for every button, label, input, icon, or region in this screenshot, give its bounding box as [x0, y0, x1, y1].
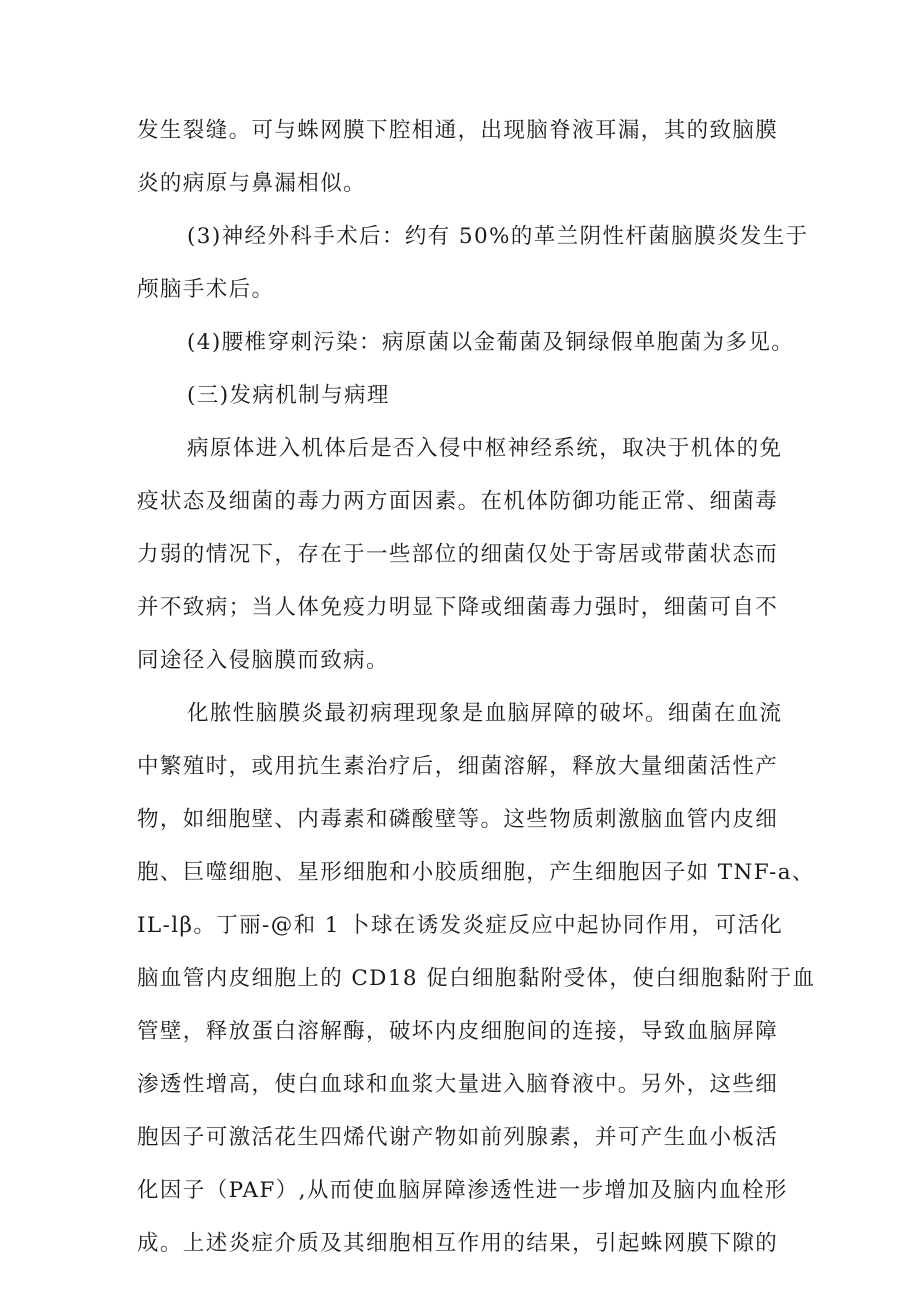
section-heading-pathogenesis	[137, 369, 793, 422]
paragraph-neurosurgery	[137, 210, 809, 316]
text-line: (4)腰椎穿刺污染：病原菌以金葡菌及铜绿假单胞菌为多见。	[187, 330, 795, 355]
paragraph-lumbar-puncture	[137, 316, 793, 369]
text-line: 同途径入侵脑膜而致病。	[137, 648, 389, 673]
paragraph-pathology	[137, 687, 816, 1270]
text-line: 力弱的情况下，存在于一些部位的细菌仅处于寄居或带菌状态而	[137, 542, 779, 567]
text-line: 化因子（PAF）,从而使血脑屏障渗透性进一步增加及脑内血栓形	[137, 1178, 788, 1203]
text-line: IL-lβ。丁丽-@和 1 卜球在诱发炎症反应中起协同作用，可活化	[137, 913, 784, 938]
text-line: 并不致病；当人体免疫力明显下降或细菌毒力强时，细菌可自不	[137, 595, 779, 620]
text-line: 发生裂缝。可与蛛网膜下腔相通，出现脑脊液耳漏，其的致脑膜	[137, 118, 779, 143]
text-line: 胞因子可激活花生四烯代谢产物如前列腺素，并可产生血小板活	[137, 1125, 779, 1150]
text-line: 脑血管内皮细胞上的 CD18 促白细胞黏附受体，使白细胞黏附于血	[137, 966, 816, 991]
text-line: 成。上述炎症介质及其细胞相互作用的结果，引起蛛网膜下隙的	[137, 1231, 779, 1256]
text-line: (3)神经外科手术后：约有 50%的革兰阴性杆菌脑膜炎发生于	[187, 224, 809, 249]
text-line: 管壁，释放蛋白溶解酶，破坏内皮细胞间的连接，导致血脑屏障	[137, 1019, 779, 1044]
document-body	[137, 104, 816, 1270]
text-line: 渗透性增高，使白血球和血浆大量进入脑脊液中。另外，这些细	[137, 1072, 779, 1097]
text-line: 炎的病原与鼻漏相似。	[137, 171, 367, 196]
text-line: 颅脑手术后。	[137, 277, 275, 302]
text-line: 化脓性脑膜炎最初病理现象是血脑屏障的破坏。细菌在血流	[187, 701, 783, 726]
text-line: 物，如细胞壁、内毒素和磷酸壁等。这些物质刺激脑血管内皮细	[137, 807, 779, 832]
text-line: 疫状态及细菌的毒力两方面因素。在机体防御功能正常、细菌毒	[137, 489, 779, 514]
text-line: 病原体进入机体后是否入侵中枢神经系统，取决于机体的免	[187, 436, 783, 461]
section-heading: (三)发病机制与病理	[187, 383, 390, 408]
text-line: 中繁殖时，或用抗生素治疗后，细菌溶解，释放大量细菌活性产	[137, 754, 779, 779]
text-line: 胞、巨噬细胞、星形细胞和小胶质细胞，产生细胞因子如 TNF-a、	[137, 860, 815, 885]
paragraph-pathogen-entry	[137, 422, 793, 687]
paragraph-csf-otorrhea	[137, 104, 793, 210]
